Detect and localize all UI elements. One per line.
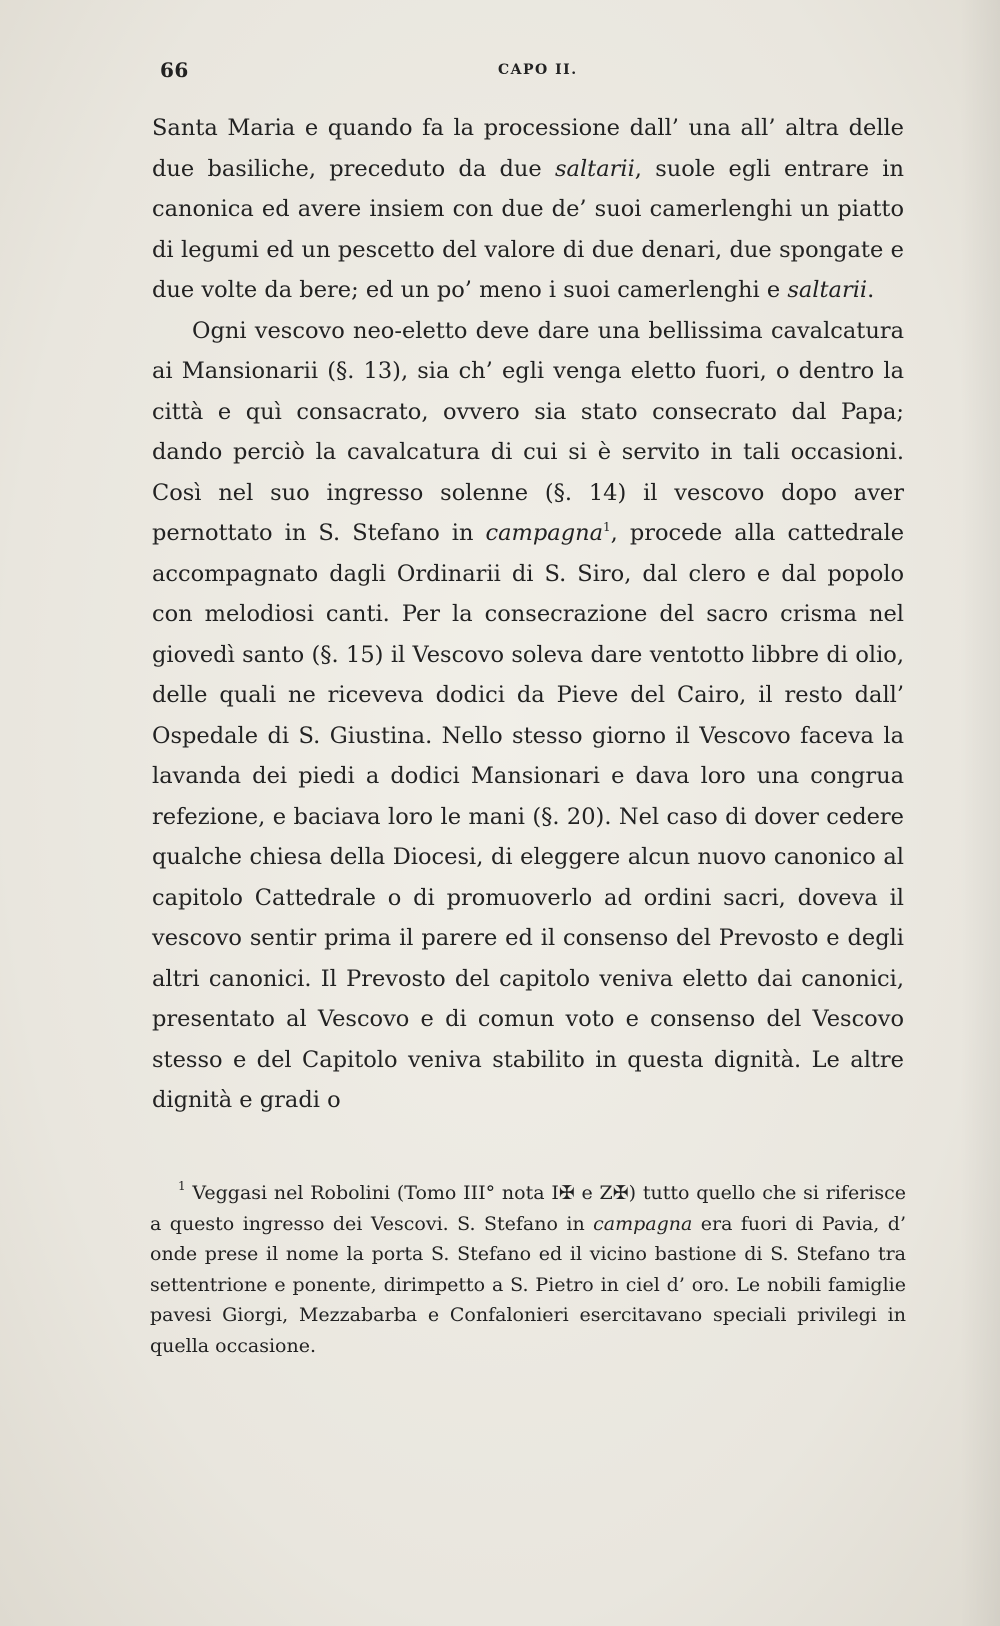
page-header: [150, 58, 910, 88]
running-head: CAPO II.: [498, 62, 578, 78]
page-number: 66: [160, 58, 189, 82]
text-run: .: [867, 277, 875, 303]
italic-term: saltarii: [787, 277, 868, 303]
italic-term: campagna: [593, 1212, 693, 1235]
main-text: [152, 108, 904, 1121]
text-run: , procede alla cattedrale accompagnato dagli Ordinarii di S. Siro, dal clero e dal popolo con melodiosi canti. Per la consecrazione del sacro crisma nel giovedì santo (§. 15) il Vescovo soleva dare ventotto libbre di olio, delle quali ne riceveva dodici da Pieve del Cairo, il resto dall’ Ospedale di S. Giustina. Nello stesso giorno il Vescovo faceva la lavanda dei piedi a dodici Mansionari e dava loro una congrua refezione, e baciava loro le mani (§. 20). Nel caso di dover cedere qualche chiesa della Diocesi, di eleggere alcun nuovo canonico al capitolo Cattedrale o di promuoverlo ad ordini sacri, doveva il vescovo sentir prima il parere ed il consenso del Prevosto e degli altri canonici. Il Prevosto del capitolo veniva eletto dai canonici, presentato al Vescovo e di comun voto e consenso del Vescovo stesso e del Capitolo veniva stabilito in questa dignità. Le altre dignità e gradi o: [152, 520, 905, 1113]
italic-term: campagna: [485, 520, 604, 546]
italic-term: saltarii: [555, 155, 635, 182]
text-run: era fuori di Pavia, d’ onde prese il nome la porta S. Stefano ed il vicino bastione di S. Stefano tra settentrione e ponente, dirimpetto a S. Pietro in ciel d’ oro. Le nobili famiglie pavesi Giorgi, Mezzabarba e Confalonieri esercitavano speciali privilegi in quella occasione.: [150, 1212, 906, 1357]
text-run: Santa Maria e quando fa la processione dall’ una all’ altra delle due basiliche, preceduto da due: [152, 115, 904, 182]
page-edge-shadow: [960, 0, 1000, 1626]
text-run: Veggasi nel Robolini (Tomo III° nota I✠ e Z✠) tutto quello che si riferisce a questo ingresso dei Vescovi. S. Stefano in: [150, 1182, 906, 1235]
footnote-marker: 1: [178, 1179, 186, 1193]
text-run: , suole egli entrare in canonica ed avere insiem con due de’ suoi camerlenghi un piatto di legumi ed un pescetto del valore di due denari, due spongate e due volte da bere; ed un po’ meno i suoi camerlenghi e: [152, 155, 904, 303]
paragraph: [152, 311, 904, 1121]
text-run: Ogni vescovo neo-eletto deve dare una bellissima cavalcatura ai Mansionarii (§. 13), sia ch’ egli venga eletto fuori, o dentro la città e quì consacrato, ovvero sia stato consecrato dal Papa; dando perciò la cavalcatura di cui si è servito in tali occasioni. Così nel suo ingresso solenne (§. 14) il vescovo dopo aver pernottato in S. Stefano in: [152, 317, 904, 546]
footnote-section: [150, 1178, 906, 1361]
footnote-reference: 1: [603, 520, 611, 534]
footnote: [150, 1178, 906, 1361]
paragraph: [152, 108, 904, 311]
